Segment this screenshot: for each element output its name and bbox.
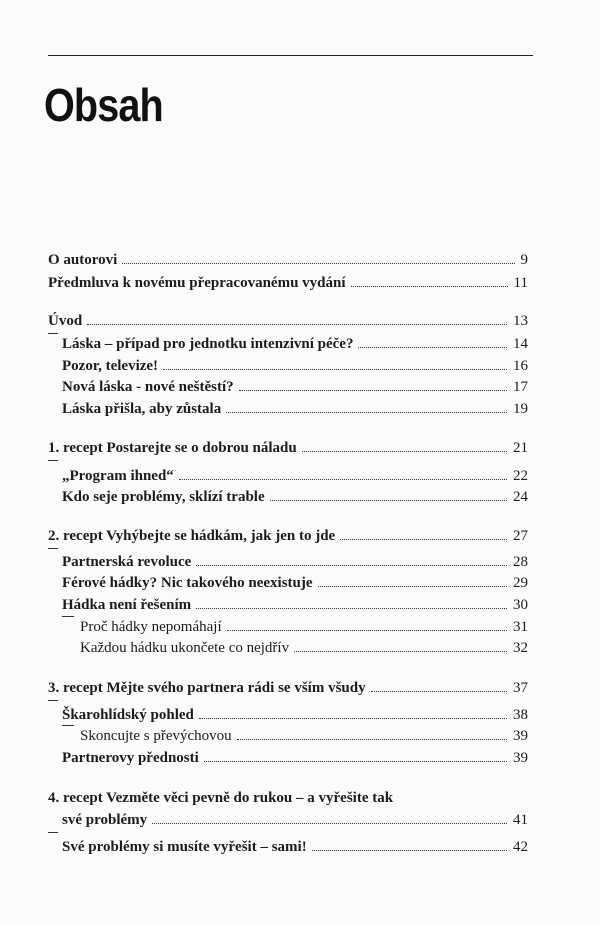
toc-entry[interactable] (80, 617, 528, 637)
toc-entry[interactable] (62, 399, 528, 419)
group-bracket (48, 548, 58, 549)
toc-page-number: 38 (513, 707, 528, 723)
toc-leader (204, 760, 507, 762)
toc-entry-label: Hádka není řešením (62, 597, 192, 613)
toc-leader (179, 478, 507, 480)
toc-leader (227, 629, 507, 631)
toc-entry-label: Své problémy si musíte vyřešit – sami! (62, 839, 307, 855)
toc-leader (239, 389, 507, 391)
toc-entry[interactable] (62, 356, 528, 376)
toc-entry[interactable] (48, 526, 528, 546)
toc-leader (196, 607, 507, 609)
toc-entry-label: Proč hádky nepomáhají (80, 619, 222, 635)
toc-entry-label: Nová láska - nové neštěstí? (62, 379, 234, 395)
group-bracket (62, 725, 74, 726)
toc-entry[interactable] (62, 810, 528, 830)
toc-leader (340, 538, 507, 540)
toc-entry-label: své problémy (62, 812, 148, 828)
toc-page-number: 31 (513, 619, 528, 635)
toc-leader (270, 499, 507, 501)
toc-page-number: 42 (513, 839, 528, 855)
toc-entry[interactable] (62, 552, 528, 572)
toc-page-number: 30 (513, 597, 528, 613)
toc-leader (351, 285, 508, 287)
toc-entry[interactable] (48, 678, 528, 698)
toc-page-number: 37 (513, 680, 528, 696)
toc-entry[interactable] (62, 595, 528, 615)
toc-entry-label: „Program ihned“ (62, 468, 174, 484)
group-bracket (62, 616, 74, 617)
toc-entry[interactable] (62, 466, 528, 486)
toc-entry-label: Partnerovy přednosti (62, 750, 199, 766)
toc-page-number: 39 (513, 750, 528, 766)
toc-entry-label: Férové hádky? Nic takového neexistuje (62, 575, 313, 591)
group-bracket (48, 832, 58, 833)
toc-leader (87, 323, 507, 325)
toc-entry[interactable] (62, 837, 528, 857)
toc-entry-label: Láska přišla, aby zůstala (62, 401, 222, 417)
toc-page-number: 22 (513, 468, 528, 484)
toc-leader (237, 738, 507, 740)
toc-page-number: 24 (513, 489, 528, 505)
toc-entry-label: Úvod (48, 313, 83, 329)
toc-entry[interactable] (48, 273, 528, 293)
toc-entry-label: Partnerská revoluce (62, 554, 192, 570)
toc-page-number: 11 (513, 275, 528, 291)
toc-page-number: 41 (513, 812, 528, 828)
toc-page-number: 19 (513, 401, 528, 417)
toc-page-number: 13 (513, 313, 528, 329)
toc-page-number: 29 (513, 575, 528, 591)
toc-entry[interactable] (48, 438, 528, 458)
toc-entry[interactable] (48, 311, 528, 331)
group-bracket (48, 333, 58, 334)
toc-entry-label: Láska – případ pro jednotku intenzivní péče? (62, 336, 354, 352)
toc-page-number: 27 (513, 528, 528, 544)
toc-entry[interactable] (62, 573, 528, 593)
toc-entry[interactable] (62, 487, 528, 507)
toc-entry-label: 3. recept Mějte svého partnera rádi se vším všudy (48, 680, 366, 696)
toc-entry[interactable] (48, 250, 528, 270)
toc-entry-label: Každou hádku ukončete co nejdřív (80, 640, 290, 656)
toc-entry[interactable] (62, 377, 528, 397)
toc-page-number: 14 (513, 336, 528, 352)
toc-entry[interactable] (62, 748, 528, 768)
toc-page-number: 39 (513, 728, 528, 744)
toc-page-number: 16 (513, 358, 528, 374)
toc-page-number: 32 (513, 640, 528, 656)
toc-leader (163, 368, 507, 370)
toc-leader (122, 262, 514, 264)
toc-entry[interactable] (80, 726, 528, 746)
toc-entry-label: 1. recept Postarejte se o dobrou náladu (48, 440, 297, 456)
toc-leader (226, 411, 507, 413)
toc-page-number: 21 (513, 440, 528, 456)
toc-entry-label: 2. recept Vyhýbejte se hádkám, jak jen to jde (48, 528, 336, 544)
toc-entry-label: Škarohlídský pohled (62, 707, 194, 723)
toc-leader (294, 650, 507, 652)
toc-entry[interactable] (62, 334, 528, 354)
toc-entry-label: O autorovi (48, 252, 118, 268)
toc-entry[interactable] (80, 638, 528, 658)
toc-entry-label: Kdo seje problémy, sklízí trable (62, 489, 265, 505)
toc-page-number: 28 (513, 554, 528, 570)
toc-leader (318, 585, 507, 587)
toc-page-number: 17 (513, 379, 528, 395)
group-bracket (48, 700, 58, 701)
page-title: Obsah (44, 79, 163, 131)
toc-entry-label: Skoncujte s převýchovou (80, 728, 232, 744)
toc-leader (302, 450, 507, 452)
toc-page-number: 9 (520, 252, 528, 268)
toc-leader (199, 717, 507, 719)
group-bracket (48, 460, 58, 461)
toc-entry-label: Pozor, televize! (62, 358, 159, 374)
toc-entry-first-line[interactable]: 4. recept Vezměte věci pevně do rukou – a vyřešite tak (48, 790, 394, 806)
toc-leader (196, 564, 507, 566)
toc-leader (312, 849, 507, 851)
toc-leader (152, 822, 507, 824)
toc-entry-label: Předmluva k novému přepracovanému vydání (48, 275, 346, 291)
toc-leader (371, 690, 507, 692)
toc-leader (358, 346, 507, 348)
toc-entry[interactable] (62, 705, 528, 725)
